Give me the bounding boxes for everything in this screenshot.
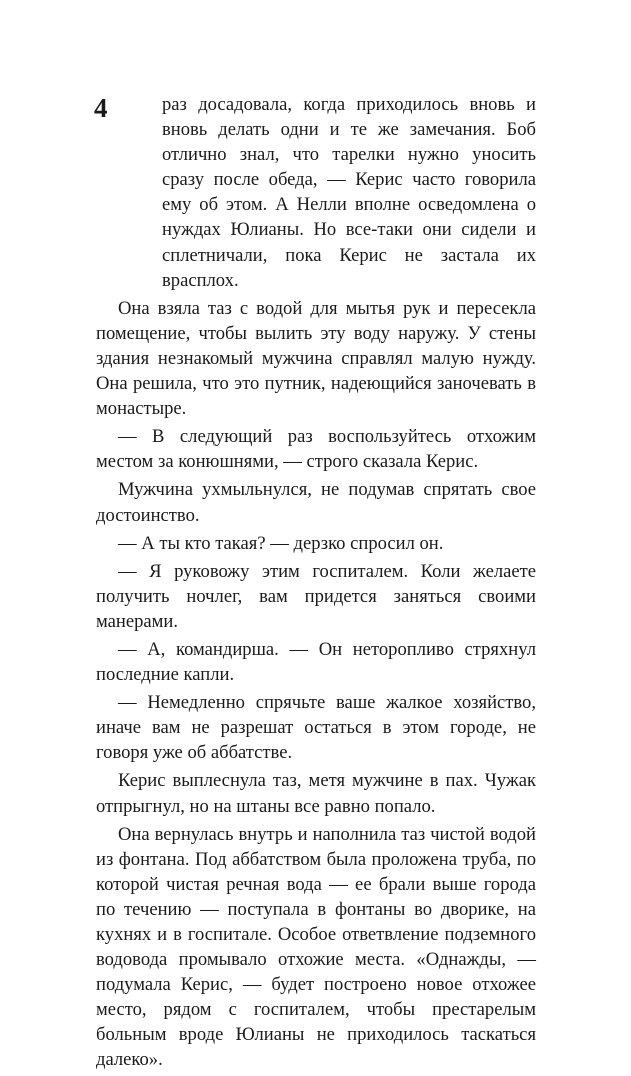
paragraph: — Я руковожу этим госпиталем. Коли желаете получить ночлег, вам придется заняться своими манерами. [96, 560, 536, 632]
paragraph: — В следующий раз воспользуйтесь отхожим местом за конюшнями, — строго сказала Керис. [96, 426, 536, 473]
paragraph: Она вернулась внутрь и наполнила таз чистой водой из фонтана. Под аббатством была проложена труба, по которой чистая речная вода — ее брали выше города по течению — поступала в фонтаны во дворике, на кухнях и в госпитале. Особое ответвление подземного водовода промывало отхожие места. «Однажды, — подумала Керис, — будет построено новое отхожее место, рядом с госпиталем, чтобы престарелым больным вроде Юлианы не приходилось таскаться далеко». [96, 823, 536, 1071]
paragraph: — Немедленно спрячьте ваше жалкое хозяйство, иначе вам не разрешат остаться в этом городе, не говоря уже об аббатстве. [96, 692, 536, 764]
paragraph: Керис выплеснула таз, метя мужчине в пах. Чужак отпрыгнул, но на штаны все равно попало. [96, 770, 536, 817]
paragraph: раз досадовала, когда приходилось вновь и вновь делать одни и те же замечания. Боб отлично знал, что тарелки нужно уносить сразу после обеда, — Керис часто говорила ему об этом. А Нелли вполне осведомлена о нуждах Юлианы. Но все-таки они сидели и сплетничали, пока Керис не застала их врасплох. [162, 94, 536, 291]
body-text [96, 92, 536, 1076]
paragraph: — А, командирша. — Он неторопливо стряхнул последние капли. [96, 638, 536, 686]
paragraph: Она взяла таз с водой для мытья рук и пересекла помещение, чтобы вылить эту воду наружу. У стены здания незнакомый мужчина справлял малую нужду. Она решила, что это путник, надеющийся заночевать в монастыре. [96, 297, 536, 420]
paragraph: — А ты кто такая? — дерзко спросил он. [118, 532, 444, 554]
page-number: 4 [94, 93, 108, 123]
paragraph: Мужчина ухмыльнулся, не подумав спрятать свое достоинство. [96, 479, 536, 526]
